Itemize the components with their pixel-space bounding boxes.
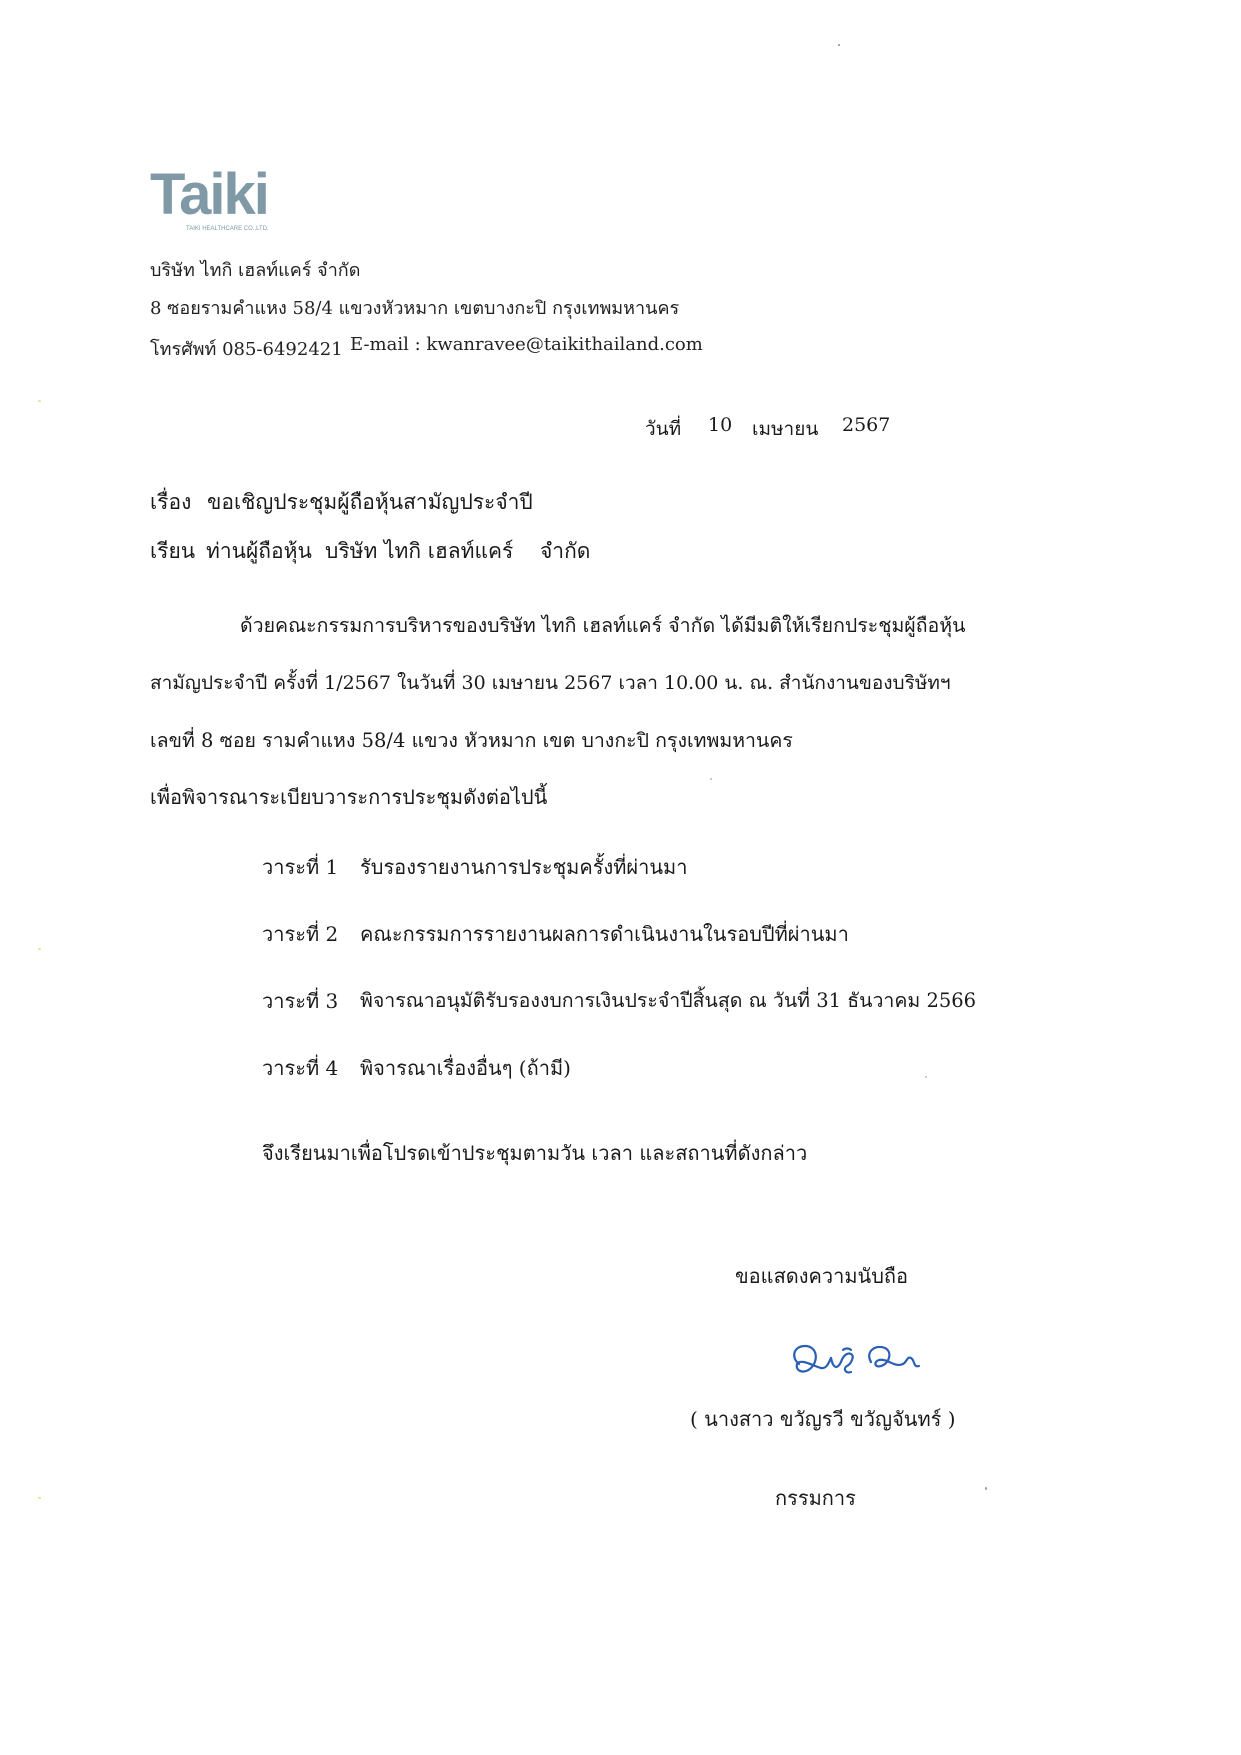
date-month: เมษายน	[752, 418, 819, 440]
scan-speck	[38, 1497, 41, 1499]
body-line-4: เพื่อพิจารณาระเบียบวาระการประชุมดังต่อไปนี้	[150, 785, 548, 809]
signature-image	[785, 1338, 935, 1388]
company-email: E-mail : kwanravee@taikithailand.com	[350, 334, 703, 355]
scan-speck	[838, 44, 840, 46]
date-label: วันที่	[645, 418, 682, 440]
agenda-number: วาระที่ 2	[262, 922, 339, 946]
agenda-text: รับรองรายงานการประชุมครั้งที่ผ่านมา	[360, 855, 688, 879]
recipient-label: เรียน	[150, 539, 196, 563]
subject-label: เรื่อง	[150, 490, 192, 514]
scan-speck	[710, 778, 712, 780]
agenda-number: วาระที่ 4	[262, 1056, 339, 1080]
closing-invitation: จึงเรียนมาเพื่อโปรดเข้าประชุมตามวัน เวลา และสถานที่ดังกล่าว	[262, 1141, 808, 1165]
closing-regards: ขอแสดงความนับถือ	[735, 1264, 909, 1288]
body-line-3: เลขที่ 8 ซอย รามคำแหง 58/4 แขวง หัวหมาก เขต บางกะปิ กรุงเทพมหานคร	[150, 729, 793, 752]
scan-speck	[38, 948, 41, 950]
agenda-text: พิจารณาเรื่องอื่นๆ (ถ้ามี)	[360, 1056, 571, 1080]
scan-speck	[925, 1076, 927, 1078]
signatory-name: ( นางสาว ขวัญรวี ขวัญจันทร์ )	[690, 1407, 956, 1431]
logo-wordmark: Taiki	[150, 168, 268, 227]
agenda-number: วาระที่ 1	[262, 855, 339, 879]
recipient-suffix: จำกัด	[540, 539, 591, 563]
recipient-company: บริษัท ไทกิ เฮลท์แคร์	[325, 539, 514, 563]
date-day: 10	[708, 414, 733, 436]
company-name: บริษัท ไทกิ เฮลท์แคร์ จำกัด	[150, 260, 361, 281]
signatory-position: กรรมการ	[775, 1486, 856, 1510]
agenda-number: วาระที่ 3	[262, 989, 339, 1013]
recipient-text: ท่านผู้ถือหุ้น	[206, 539, 312, 563]
subject-text: ขอเชิญประชุมผู้ถือหุ้นสามัญประจำปี	[207, 490, 533, 514]
logo-tagline: TAIKI HEALTHCARE CO.,LTD.	[186, 226, 269, 232]
agenda-text: คณะกรรมการรายงานผลการดำเนินงานในรอบปีที่ผ่านมา	[360, 922, 849, 946]
company-address: 8 ซอยรามคำแหง 58/4 แขวงหัวหมาก เขตบางกะปิ กรุงเทพมหานคร	[150, 298, 680, 319]
agenda-text: พิจารณาอนุมัติรับรองงบการเงินประจำปีสิ้นสุด ณ วันที่ 31 ธันวาคม 2566	[360, 989, 977, 1012]
scan-speck	[985, 1487, 987, 1490]
date-year: 2567	[842, 414, 891, 436]
body-line-2: สามัญประจำปี ครั้งที่ 1/2567 ในวันที่ 30 เมษายน 2567 เวลา 10.00 น. ณ. สำนักงานของบริษัทฯ	[150, 672, 951, 694]
company-logo	[150, 168, 320, 234]
scan-speck	[38, 400, 41, 402]
company-phone: โทรศัพท์ 085-6492421	[150, 339, 343, 360]
body-line-1: ด้วยคณะกรรมการบริหารของบริษัท ไทกิ เฮลท์แคร์ จำกัด ได้มีมติให้เรียกประชุมผู้ถือหุ้น	[240, 614, 966, 637]
